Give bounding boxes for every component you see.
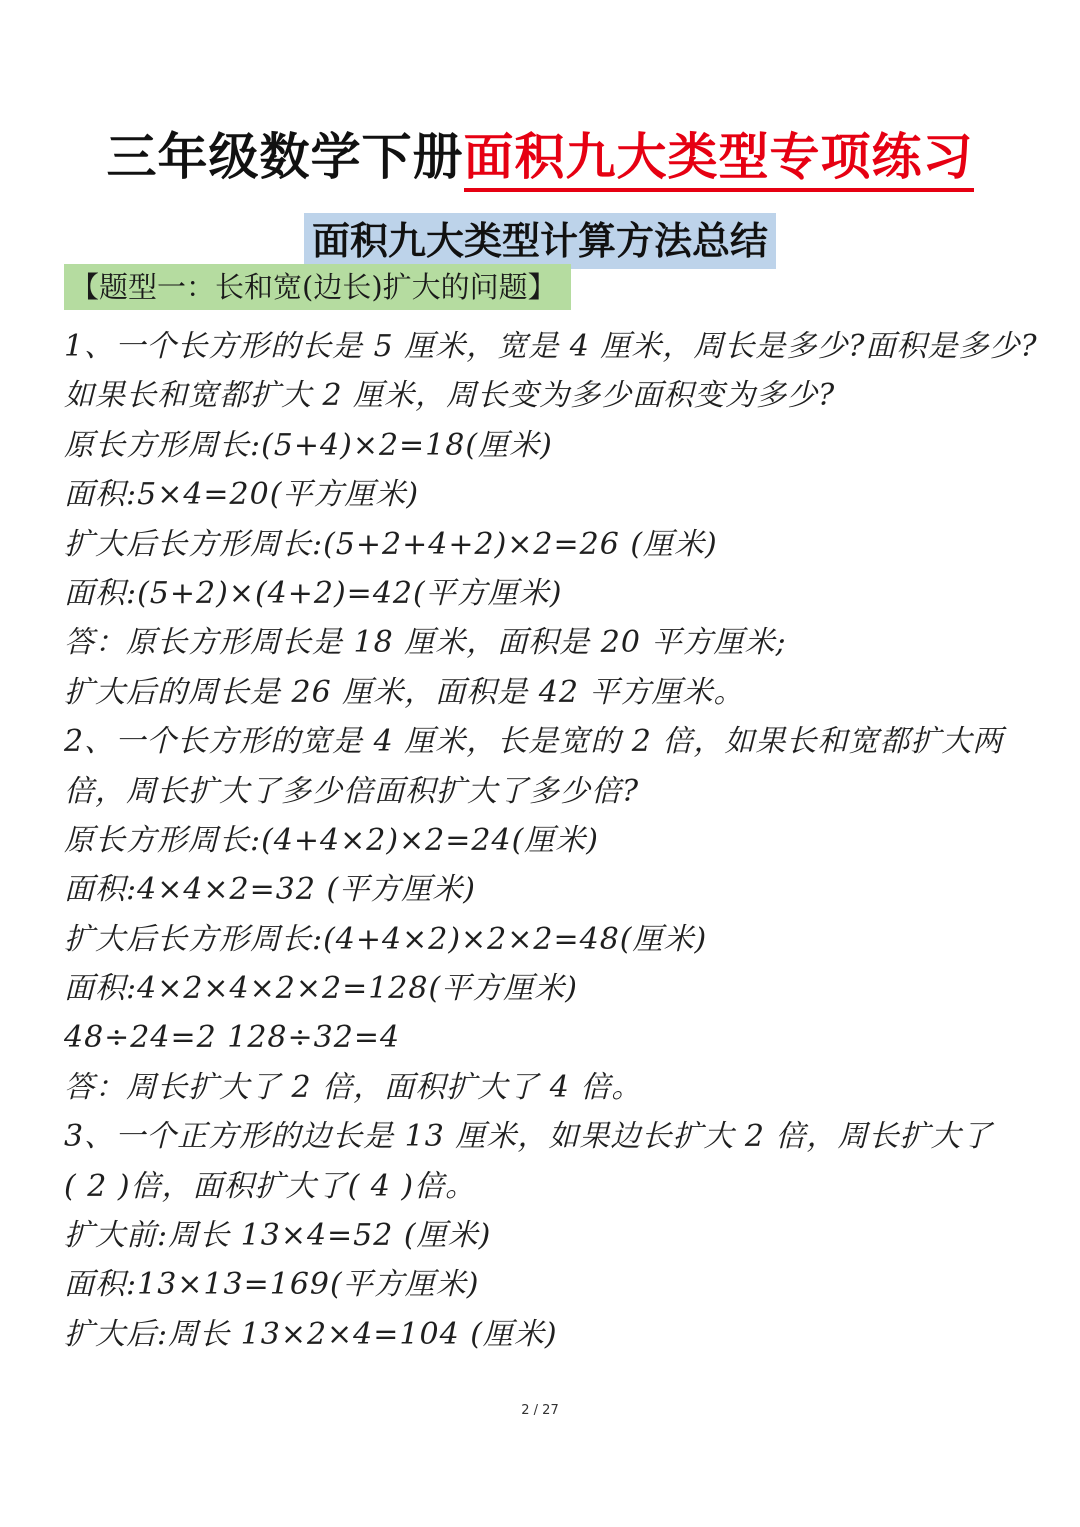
text-line: 倍，周长扩大了多少倍面积扩大了多少倍? bbox=[64, 773, 640, 809]
text-line: 扩大后长方形周长:(4+4×2)×2×2=48(厘米) bbox=[64, 921, 708, 957]
text-line: 面积:(5+2)×(4+2)=42(平方厘米) bbox=[64, 575, 563, 611]
section-header: 【题型一：长和宽(边长)扩大的问题】 bbox=[64, 264, 571, 310]
text-line: 扩大后长方形周长:(5+2+4+2)×2=26 (厘米) bbox=[64, 526, 718, 562]
page-title bbox=[0, 122, 1080, 192]
text-line: 面积:13×13=169(平方厘米) bbox=[64, 1267, 480, 1303]
text-line: ( 2 )倍，面积扩大了( 4 )倍。 bbox=[64, 1168, 477, 1204]
text-line: 原长方形周长:(4+4×2)×2=24(厘米) bbox=[64, 822, 599, 858]
text-line: 如果长和宽都扩大 2 厘米，周长变为多少面积变为多少? bbox=[64, 378, 836, 414]
text-line: 面积:4×4×2=32 (平方厘米) bbox=[64, 872, 476, 908]
text-line: 扩大后的周长是 26 厘米，面积是 42 平方厘米。 bbox=[64, 674, 745, 710]
content-body bbox=[64, 322, 1038, 1359]
text-line: 面积:4×2×4×2×2=128(平方厘米) bbox=[64, 971, 578, 1007]
text-line: 1、一个长方形的长是 5 厘米，宽是 4 厘米，周长是多少?面积是多少? bbox=[64, 329, 1038, 364]
text-line: 48÷24=2 128÷32=4 bbox=[64, 1020, 401, 1056]
text-line: 原长方形周长:(5+4)×2=18(厘米) bbox=[64, 427, 553, 463]
text-line: 答：周长扩大了 2 倍，面积扩大了 4 倍。 bbox=[64, 1069, 643, 1105]
text-line: 扩大前:周长 13×4=52 (厘米) bbox=[64, 1218, 492, 1254]
subtitle-banner: 面积九大类型计算方法总结 bbox=[304, 213, 776, 269]
text-line: 面积:5×4=20(平方厘米) bbox=[64, 477, 420, 513]
text-line: 3、一个正方形的边长是 13 厘米，如果边长扩大 2 倍，周长扩大了 bbox=[64, 1119, 993, 1155]
subtitle-wrapper bbox=[0, 213, 1080, 269]
title-grade-text: 三年级数学下册 bbox=[106, 128, 464, 186]
text-line: 答：原长方形周长是 18 厘米，面积是 20 平方厘米; bbox=[64, 625, 787, 661]
text-line: 2、一个长方形的宽是 4 厘米，长是宽的 2 倍，如果长和宽都扩大两 bbox=[64, 724, 1004, 760]
title-topic-text: 面积九大类型专项练习 bbox=[464, 128, 974, 192]
page-indicator: 2 / 27 bbox=[521, 1403, 559, 1418]
text-line: 扩大后:周长 13×2×4=104 (厘米) bbox=[64, 1316, 558, 1352]
